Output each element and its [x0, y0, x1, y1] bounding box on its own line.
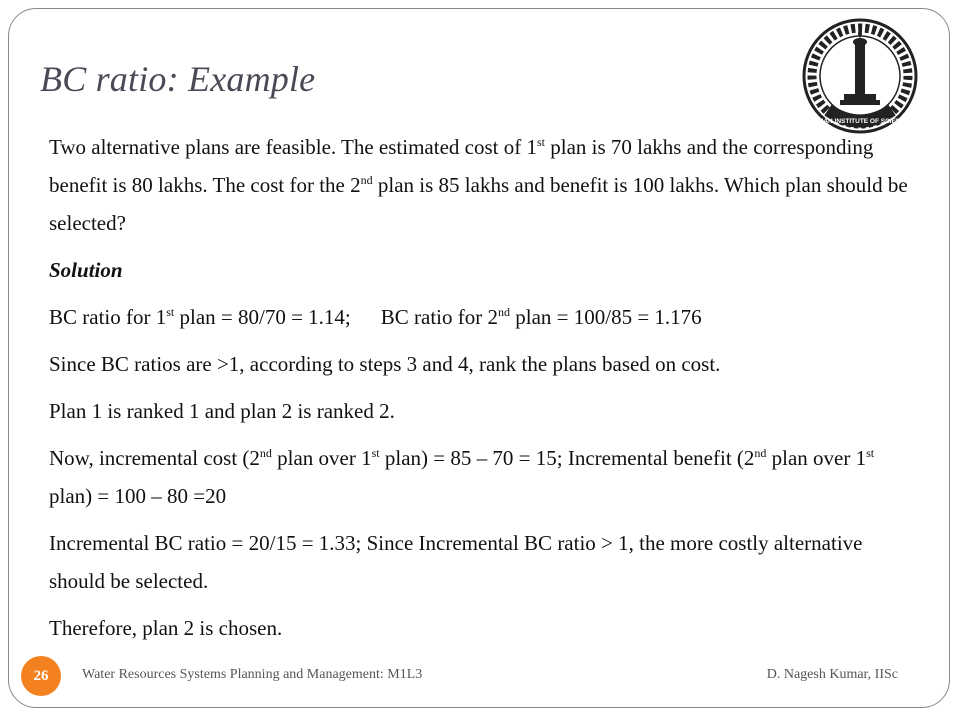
- slide-body: [49, 128, 909, 656]
- incremental-line: Now, incremental cost (2nd plan over 1st plan) = 85 – 70 = 15; Incremental benefit (2nd plan over 1st plan) = 100 – 80 =20: [49, 446, 875, 508]
- conclusion-line: Therefore, plan 2 is chosen.: [49, 616, 283, 640]
- incremental-ratio-line: Incremental BC ratio = 20/15 = 1.33; Since Incremental BC ratio > 1, the more costly alternative should be selected.: [49, 531, 863, 593]
- solution-heading: Solution: [49, 258, 123, 282]
- since-line: Since BC ratios are >1, according to steps 3 and 4, rank the plans based on cost.: [49, 352, 721, 376]
- bc-ratio-line: BC ratio for 1st plan = 80/70 = 1.14; BC ratio for 2nd plan = 100/85 = 1.176: [49, 305, 702, 329]
- problem-statement: Two alternative plans are feasible. The estimated cost of 1st plan is 70 lakhs and the corresponding benefit is 80 lakhs. The cost for the 2nd plan is 85 lakhs and benefit is 100 lakhs. Which plan should be selected?: [49, 135, 908, 235]
- footer-course: Water Resources Systems Planning and Management: M1L3: [82, 667, 423, 682]
- page-number-badge: 26: [21, 656, 61, 696]
- iisc-emblem-icon: [798, 14, 922, 138]
- rank-line: Plan 1 is ranked 1 and plan 2 is ranked 2.: [49, 399, 395, 423]
- logo-text: INDIAN INSTITUTE OF SCIENCE: [810, 118, 910, 125]
- footer-author: D. Nagesh Kumar, IISc: [766, 667, 898, 682]
- slide-title: BC ratio: Example: [40, 59, 316, 99]
